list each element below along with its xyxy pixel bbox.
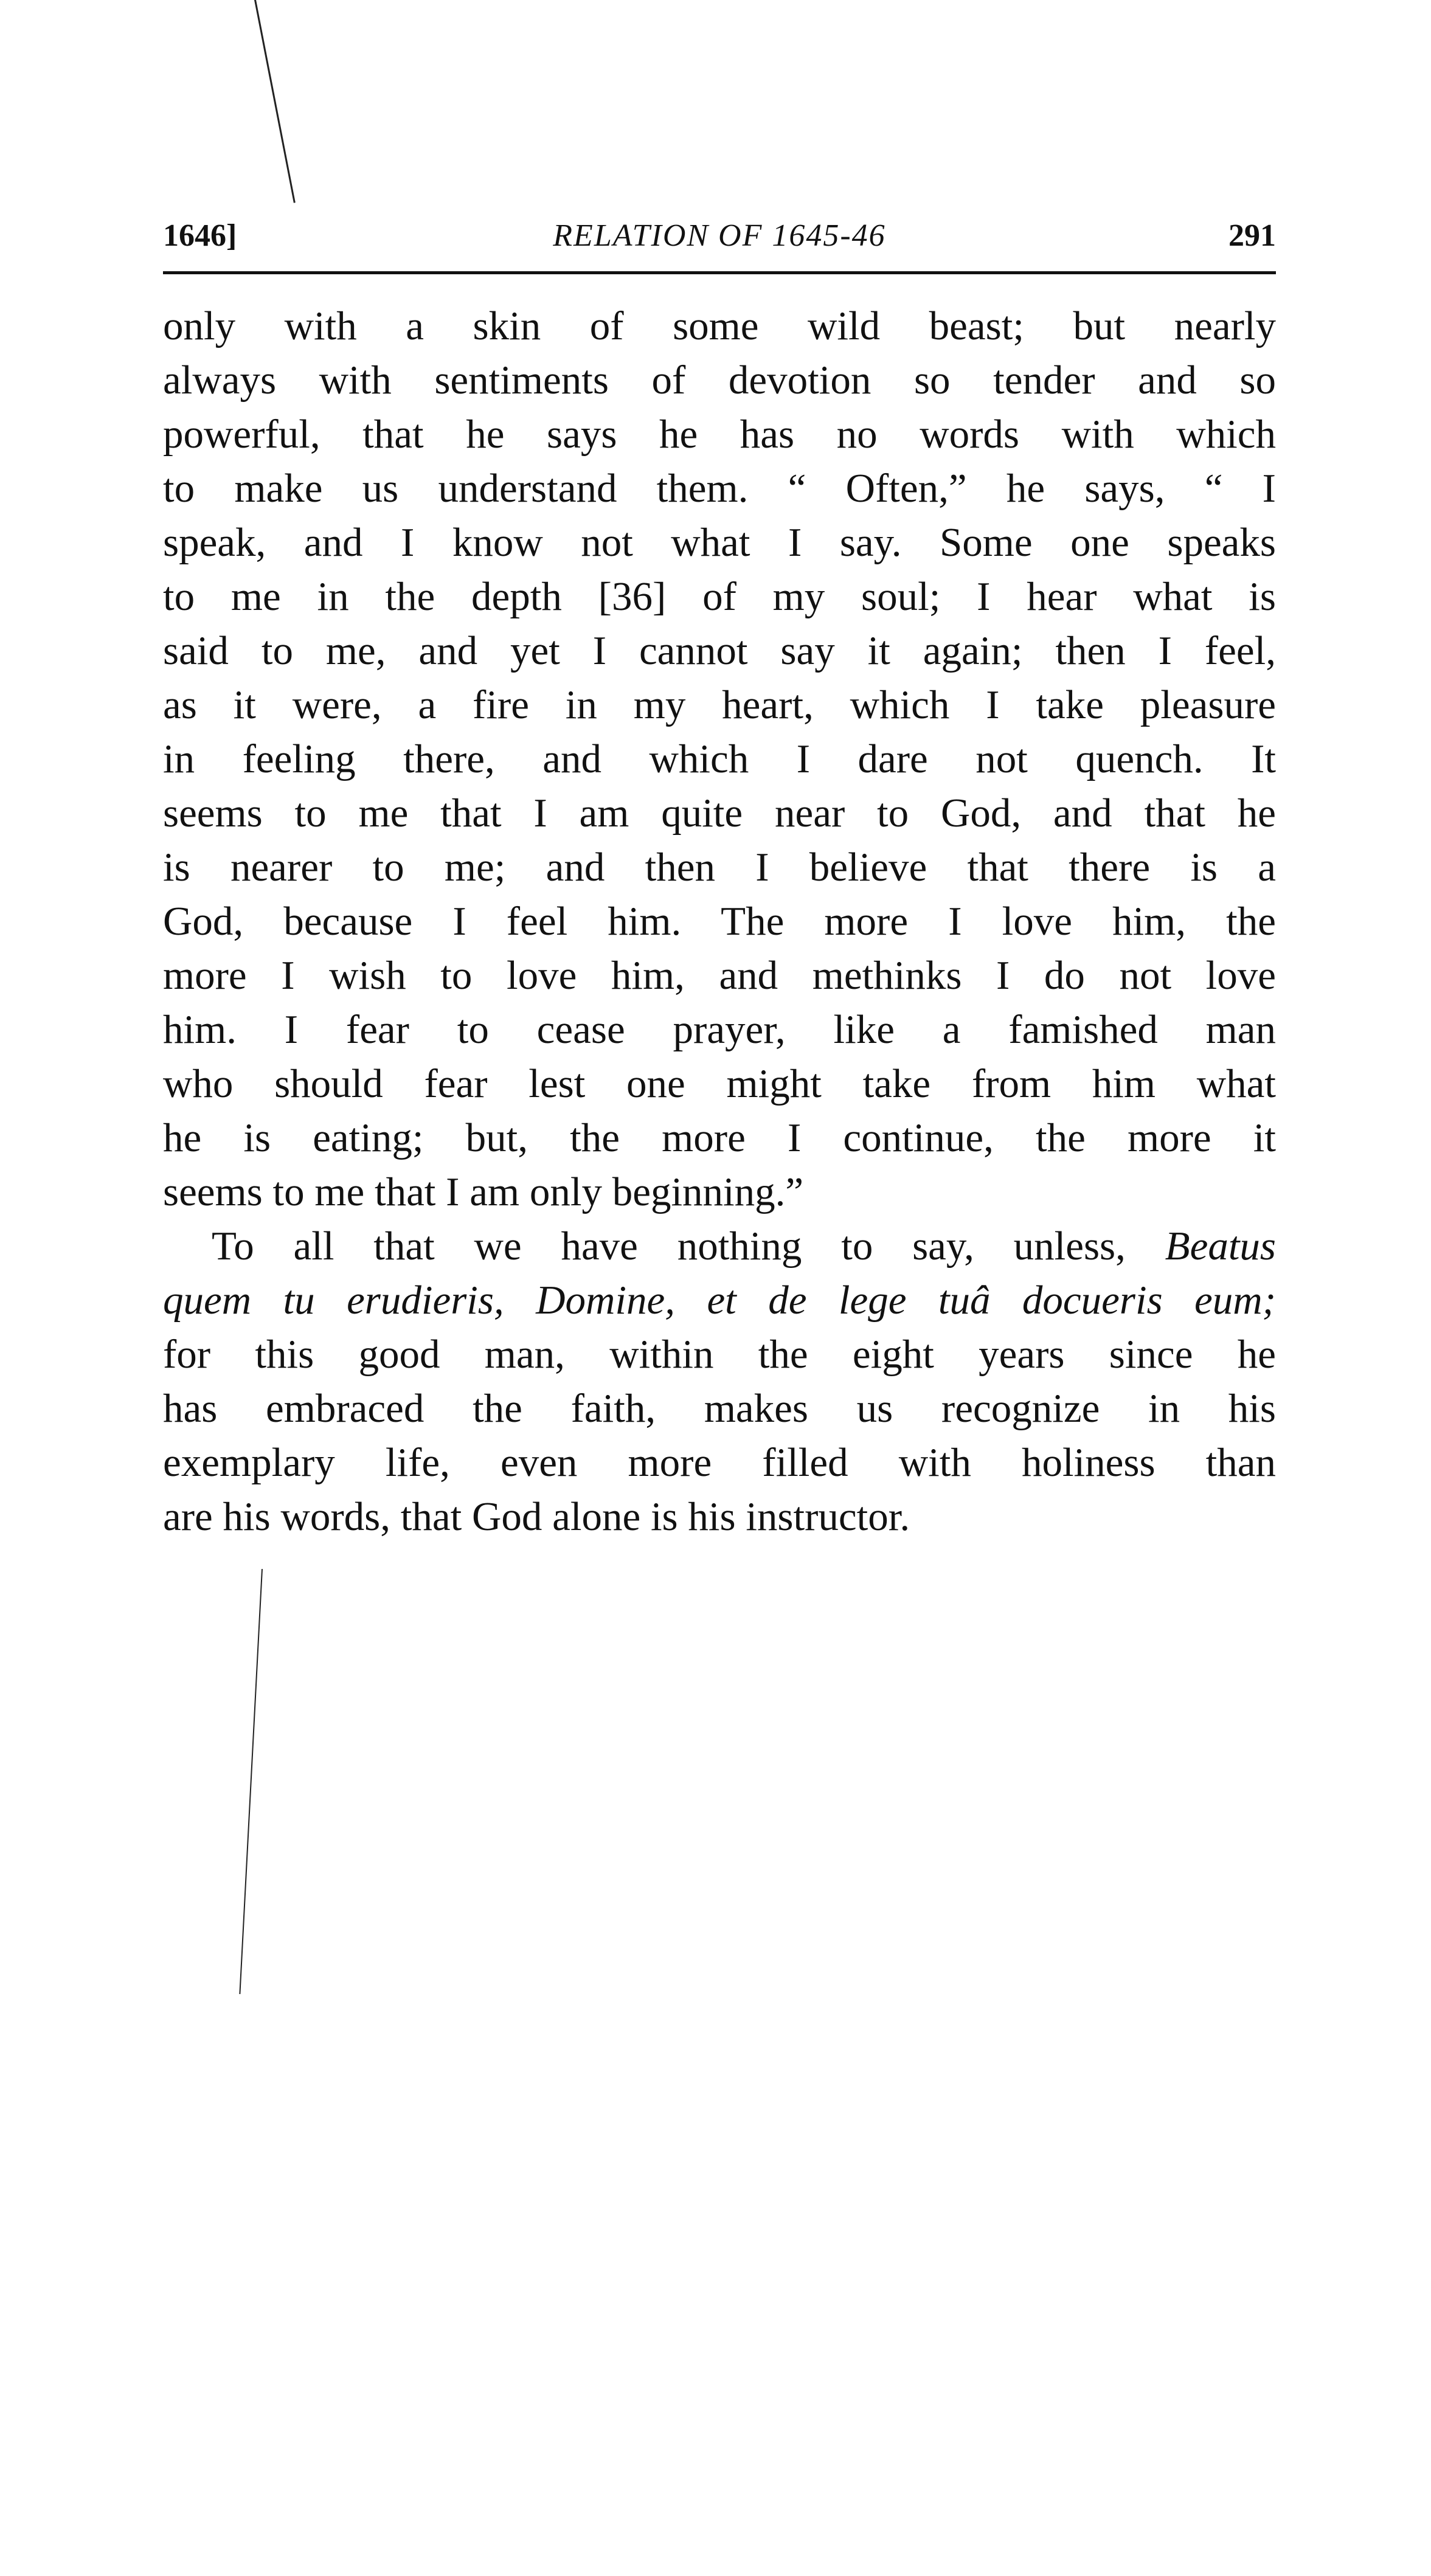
running-head [163, 212, 1276, 260]
text-line: more I wish to love him, and methinks I do not love [163, 953, 1276, 998]
text-line: are his words, that God alone is his instructor. [163, 1494, 910, 1539]
text-line: exemplary life, even more filled with holiness than [163, 1440, 1276, 1485]
text-segment: To all that we have nothing to say, unless, [212, 1224, 1126, 1269]
text-line: speak, and I know not what I say. Some one speaks [163, 520, 1276, 565]
text-line: for this good man, within the eight years since he [163, 1332, 1276, 1377]
text-line: said to me, and yet I cannot say it again; then I feel, [163, 628, 1276, 673]
text-line: to make us understand them. “ Often,” he says, “ I [163, 466, 1276, 511]
text-line: always with sentiments of devotion so tender and so [163, 358, 1276, 403]
text-line: in feeling there, and which I dare not quench. It [163, 736, 1276, 781]
text-line: powerful, that he says he has no words with which [163, 412, 1276, 457]
text-line: has embraced the faith, makes us recognize in his [163, 1386, 1276, 1431]
running-head-year: 1646] [163, 218, 237, 253]
text-line: he is eating; but, the more I continue, the more it [163, 1115, 1276, 1160]
text-line: him. I fear to cease prayer, like a famished man [163, 1007, 1276, 1052]
text-line: seems to me that I am only beginning.” [163, 1169, 804, 1214]
text-line: who should fear lest one might take from him what [163, 1061, 1276, 1106]
header-rule [163, 271, 1276, 274]
latin-quote-line: quem tu erudieris, Domine, et de lege tuâ docueris eum; [163, 1278, 1276, 1323]
text-line [163, 1219, 1276, 1273]
text-line: is nearer to me; and then I believe that there is a [163, 845, 1276, 890]
text-line: only with a skin of some wild beast; but nearly [163, 303, 1276, 348]
body-text [163, 299, 1276, 1544]
text-line: as it were, a fire in my heart, which I take pleasure [163, 682, 1276, 727]
scan-stroke [254, 0, 296, 203]
running-head-title: RELATION OF 1645-46 [553, 218, 886, 253]
text-line: to me in the depth [36] of my soul; I hear what is [163, 574, 1276, 619]
page-number: 291 [1228, 218, 1276, 253]
scan-stroke [239, 1569, 263, 1994]
text-line: seems to me that I am quite near to God, and that he [163, 791, 1276, 836]
latin-quote: Beatus [1165, 1224, 1277, 1269]
text-line: God, because I feel him. The more I love him, the [163, 899, 1276, 944]
